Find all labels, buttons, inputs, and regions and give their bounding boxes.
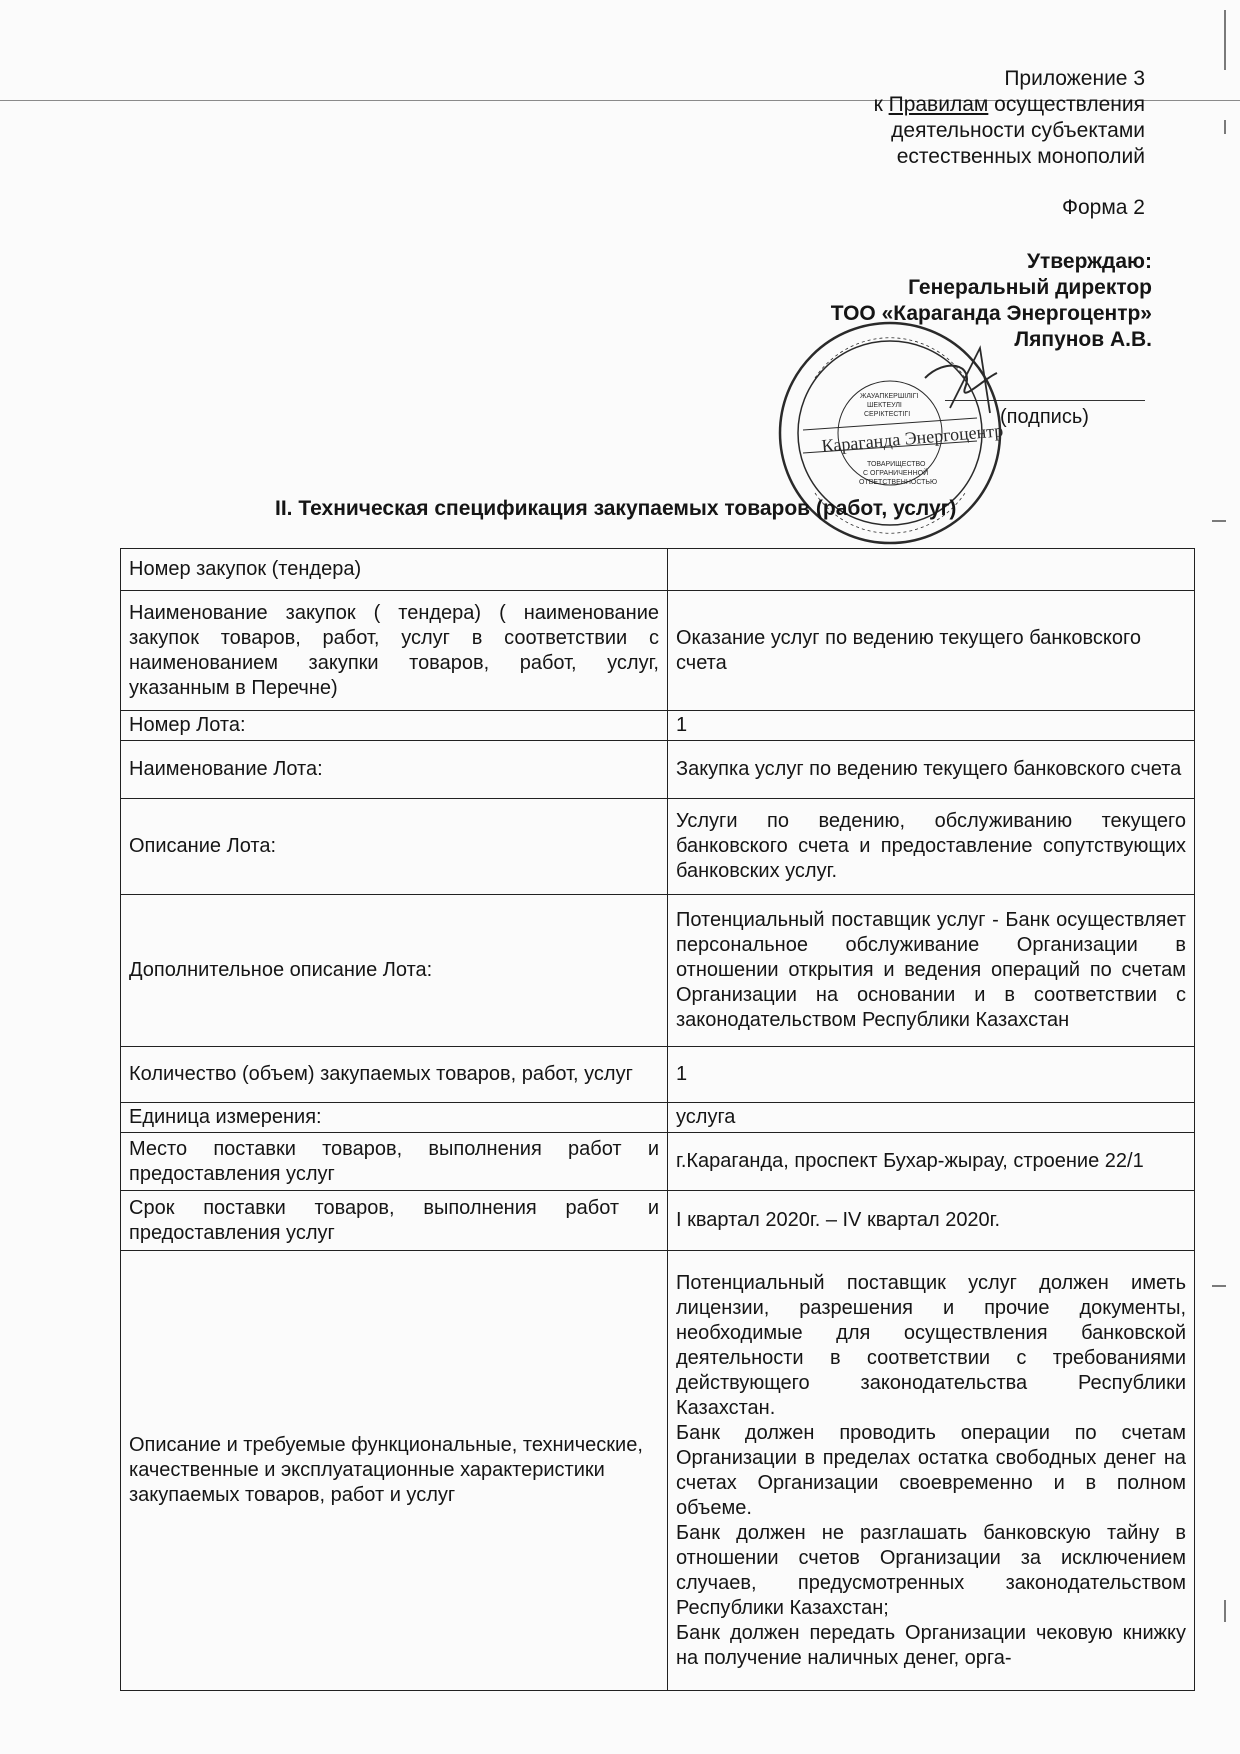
row-label: Срок поставки товаров, выполнения работ и предоставления услуг [121, 1191, 668, 1251]
table-row [121, 1191, 1195, 1251]
row-label: Количество (объем) закупаемых товаров, работ, услуг [121, 1047, 668, 1103]
row-value: Закупка услуг по ведению текущего банковского счета [668, 741, 1195, 799]
row-label: Единица измерения: [121, 1103, 668, 1133]
row-value: г.Караганда, проспект Бухар-жырау, строение 22/1 [668, 1133, 1195, 1191]
table-row [121, 591, 1195, 711]
requirement-paragraph: Потенциальный поставщик услуг должен иметь лицензии, разрешения и прочие документы, необходимые для осуществления банковской деятельности в соответствии с требованиями действующего законодательства Республики Казахстан. [676, 1271, 1186, 1419]
svg-text:ТОВАРИЩЕСТВО: ТОВАРИЩЕСТВО [867, 461, 926, 468]
table-row [121, 799, 1195, 895]
approval-line-2: Генеральный директор [908, 276, 1152, 299]
row-value: 1 [668, 1047, 1195, 1103]
appendix-line-3: деятельности субъектами [891, 119, 1145, 142]
row-label: Описание и требуемые функциональные, технические, качественные и эксплуатационные характеристики закупаемых товаров, работ и услуг [121, 1251, 668, 1691]
approval-line-3: ТОО «Караганда Энергоцентр» [830, 302, 1152, 325]
form-label: Форма 2 [1062, 196, 1145, 219]
row-value: услуга [668, 1103, 1195, 1133]
row-label: Место поставки товаров, выполнения работ и предоставления услуг [121, 1133, 668, 1191]
requirement-paragraph: Банк должен не разглашать банковскую тайну в отношении счетов Организации за исключением случаев, предусмотренных законодательством Республики Казахстан; [676, 1521, 1186, 1619]
specification-table [120, 548, 1195, 1691]
table-row [121, 711, 1195, 741]
signature-caption: (подпись) [1000, 406, 1089, 428]
scan-edge-marks [1200, 0, 1230, 1754]
row-value: Потенциальный поставщик услуг - Банк осуществляет персональное обслуживание Организации в отношении открытия и ведения операций по счетам Организации на основании и в соответствии с законодательством Республики Казахстан [668, 895, 1195, 1047]
row-label: Наименование закупок ( тендера) ( наименование закупок товаров, работ, услуг в соответствии с наименованием закупки товаров, работ, услуг, указанным в Перечне) [121, 591, 668, 711]
approval-line-4: Ляпунов А.В. [1014, 328, 1152, 351]
requirement-paragraph: Банк должен проводить операции по счетам Организации в пределах остатка свободных денег на счетах Организации своевременно и в полном объеме. [676, 1421, 1186, 1519]
table-row [121, 549, 1195, 591]
svg-text:СЕРІКТЕСТІГІ: СЕРІКТЕСТІГІ [864, 411, 911, 418]
table-row [121, 1251, 1195, 1691]
row-label: Дополнительное описание Лота: [121, 895, 668, 1047]
appendix-line-1: Приложение 3 [1004, 67, 1145, 90]
svg-text:ШЕКТЕУЛІ: ШЕКТЕУЛІ [867, 402, 902, 409]
row-value [668, 1251, 1195, 1691]
table-row [121, 1103, 1195, 1133]
svg-text:Караганда Энергоцентр: Караганда Энергоцентр [820, 420, 1004, 456]
row-value: 1 [668, 711, 1195, 741]
row-label: Номер закупок (тендера) [121, 549, 668, 591]
row-value [668, 549, 1195, 591]
svg-text:ОТВЕТСТВЕННОСТЬЮ: ОТВЕТСТВЕННОСТЬЮ [859, 479, 938, 486]
table-row [121, 1047, 1195, 1103]
section-title: II. Техническая спецификация закупаемых товаров (работ, услуг) [275, 497, 957, 520]
appendix-line-4: естественных монополий [896, 145, 1145, 168]
row-label: Наименование Лота: [121, 741, 668, 799]
row-label: Номер Лота: [121, 711, 668, 741]
appendix-reference [874, 66, 1145, 170]
appendix-line-2: к Правилам осуществления [873, 93, 1145, 116]
row-value: I квартал 2020г. – IV квартал 2020г. [668, 1191, 1195, 1251]
row-label: Описание Лота: [121, 799, 668, 895]
approval-line-1: Утверждаю: [1026, 250, 1152, 273]
svg-text:С ОГРАНИЧЕННОЙ: С ОГРАНИЧЕННОЙ [863, 470, 929, 477]
row-value: Оказание услуг по ведению текущего банковского счета [668, 591, 1195, 711]
table-row [121, 1133, 1195, 1191]
requirement-paragraph: Банк должен передать Организации чековую книжку на получение наличных денег, орга- [676, 1621, 1186, 1669]
row-value: Услуги по ведению, обслуживанию текущего банковского счета и предоставление сопутствующих банковских услуг. [668, 799, 1195, 895]
table-row [121, 741, 1195, 799]
table-row [121, 895, 1195, 1047]
rules-link[interactable]: Правилам [888, 93, 989, 116]
svg-text:ЖАУАПКЕРШІЛІГІ: ЖАУАПКЕРШІЛІГІ [860, 393, 919, 400]
